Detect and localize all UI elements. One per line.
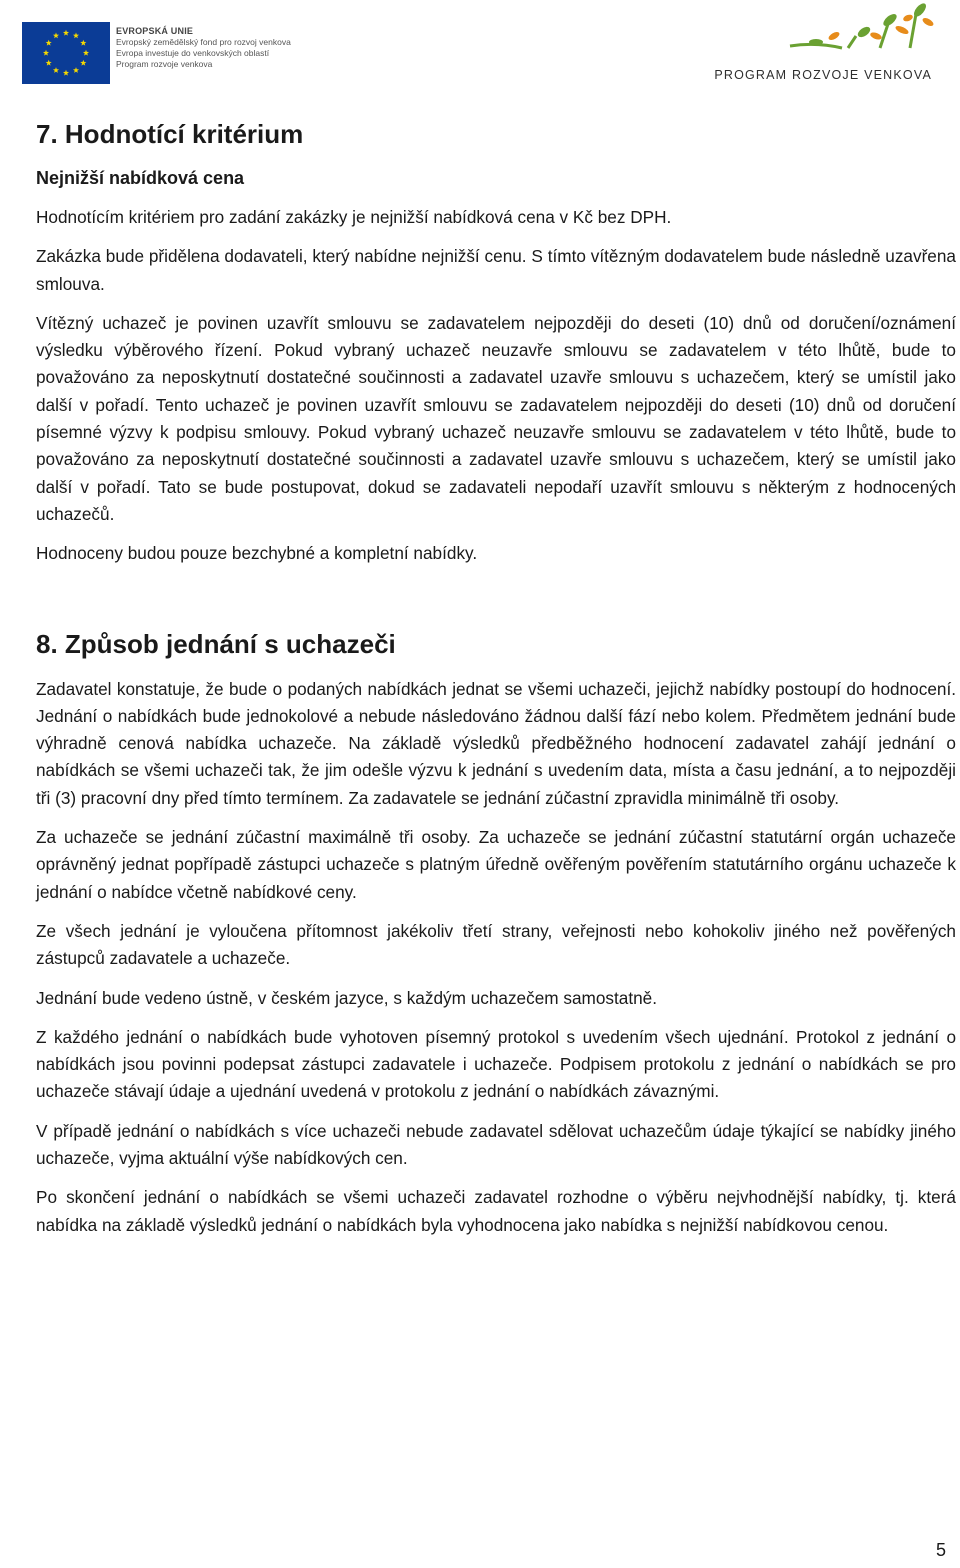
section-7-heading: 7. Hodnotící kritérium xyxy=(36,119,304,149)
section-8-paragraph-7: Po skončení jednání o nabídkách se všemi uchazeči zadavatel rozhodne o výběru nejvhodnější nabídky, tj. která nabídka na základě výsledků jednání o nabídkách byla vyhodnocena jako nabídka s nejnižší nabídkovou cenou. xyxy=(36,1187,956,1235)
eu-flag-icon xyxy=(22,22,110,84)
prv-logo-block xyxy=(716,2,936,88)
section-8-paragraph-3: Ze všech jednání je vyloučena přítomnost jakékoliv třetí strany, veřejnosti nebo kohokoliv jiného než pověřených zástupců zadavatele a uchazeče. xyxy=(36,920,956,969)
section-8-paragraph-6: V případě jednání o nabídkách s více uchazeči nebude zadavatel sdělovat uchazečům údaje týkající se nabídky jiného uchazeče, vyjma aktuální výše nabídkových cen. xyxy=(36,1120,956,1169)
prv-logo-text: PROGRAM ROZVOJE VENKOVA xyxy=(714,68,932,82)
eu-logo-block xyxy=(22,22,291,84)
eu-line-2: Evropa investuje do venkovských oblastí xyxy=(116,48,270,58)
page-header xyxy=(0,0,960,100)
section-7-subheading: Nejnižší nabídková cena xyxy=(36,168,245,188)
eu-logo-text xyxy=(116,26,291,70)
section-8-heading: 8. Způsob jednání s uchazeči xyxy=(36,628,396,659)
section-8-paragraph-5: Z každého jednání o nabídkách bude vyhotoven písemný protokol s uvedením všech ujednání. Protokol z jednání o nabídkách jsou povinni podepsat zástupci zadavatele i uchazeče. Podpisem protokolu z jednání o nabídkách se pro uchazeče stávají údaje a ujednání uvedená v protokolu z jednání o nabídkách závaznými. xyxy=(36,1026,956,1102)
plant-sprouts-icon xyxy=(776,2,936,62)
section-7-paragraph-1: Hodnotícím kritériem pro zadání zakázky je nejnižší nabídková cena v Kč bez DPH. xyxy=(36,207,672,227)
section-7-paragraph-3: Vítězný uchazeč je povinen uzavřít smlouvu se zadavatelem nejpozději do deseti (10) dnů od doručení/oznámení výsledku výběrového řízení. Pokud vybraný uchazeč neuzavře smlouvu se zadavatelem v této lhůtě, bude to považováno za neposkytnutí dostatečné součinnosti a zadavatel uzavře smlouvu s uchazečem, který se umístil jako další v pořadí. Tento uchazeč je povinen uzavřít smlouvu se zadavatelem nejpozději do deseti (10) dnů od doručení písemné výzvy k podpisu smlouvy. Pokud vybraný uchazeč neuzavře smlouvu se zadavatelem v této lhůtě, bude to považováno za neposkytnutí dostatečné součinnosti a zadavatel uzavře smlouvu s uchazečem, který se umístil jako další v pořadí. Tato se bude postupovat, dokud se zadavateli nepodaří uzavřít smlouvu s některým z hodnocených uchazečů. xyxy=(36,312,956,524)
section-8-paragraph-2: Za uchazeče se jednání zúčastní maximálně tři osoby. Za uchazeče se jednání zúčastní statutární orgán uchazeče oprávněný jednat popřípadě zástupci uchazeče s platným úředně ověřeným pověřením statutárního orgánu uchazeče k jednání o nabídce včetně nabídkové ceny. xyxy=(36,827,956,902)
section-8-paragraph-4: Jednání bude vedeno ústně, v českém jazyce, s každým uchazečem samostatně. xyxy=(36,987,657,1008)
section-7-paragraph-4: Hodnoceny budou pouze bezchybné a kompletní nabídky. xyxy=(36,543,478,564)
eu-line-1: Evropský zemědělský fond pro rozvoj venkova xyxy=(116,37,291,47)
eu-line-3: Program rozvoje venkova xyxy=(116,59,213,69)
section-7-paragraph-2: Zakázka bude přidělena dodavateli, který nabídne nejnižší cenu. S tímto vítězným dodavatelem bude následně uzavřena smlouva. xyxy=(36,246,956,294)
document-body xyxy=(36,116,956,1239)
page-number: 5 xyxy=(935,1540,946,1560)
section-8-paragraph-1: Zadavatel konstatuje, že bude o podaných nabídkách jednat se všemi uchazeči, jejichž nabídky postoupí do hodnocení. Jednání o nabídkách bude jednokolové a nebude následováno žádnou další fází nebo kolem. Předmětem jednání bude výhradně cenová nabídka uchazeče. Na základě výsledků předběžného hodnocení zadavatel zahájí jednání o nabídkách se všemi uchazeči tak, že jim odešle výzvu k jednání s uvedením data, místa a času jednání, a to nejpozději tři (3) pracovní dny před tímto termínem. Za zadavatele se jednání zúčastní zpravidla minimálně tři osoby. xyxy=(36,678,956,808)
eu-title: EVROPSKÁ UNIE xyxy=(116,26,194,36)
